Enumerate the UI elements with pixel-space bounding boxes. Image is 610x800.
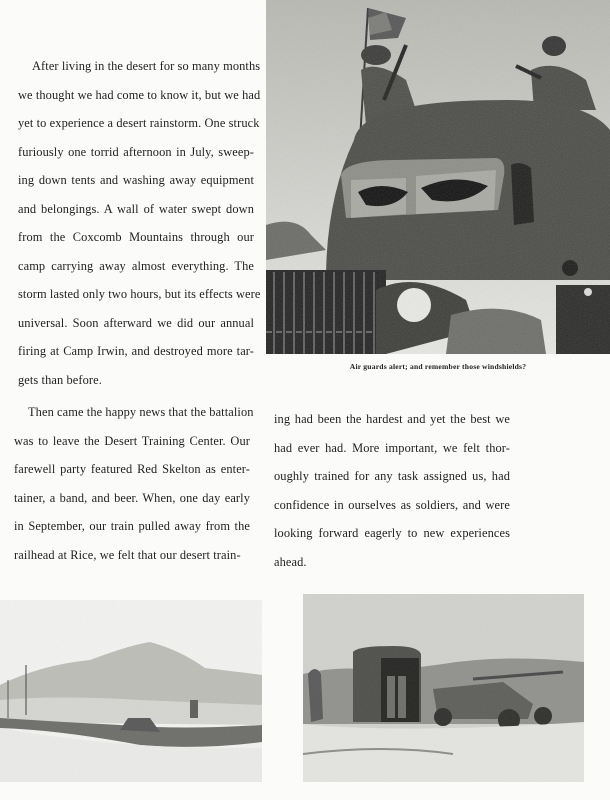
text-line: ing had been the hardest and yet the best we [274,412,510,426]
text-line: universal. Soon afterward we did our annual [18,315,254,330]
paragraph-leaving-desert [14,398,254,569]
text-line: gets than before. [18,372,102,387]
text-line: firing at Camp Irwin, and destroyed more tar- [18,344,254,358]
photo-convoy-road [0,600,262,782]
text-line: and belongings. A wall of water swept down [18,201,254,216]
text-line: furiously one torrid afternoon in July, sweep- [18,144,254,159]
text-line: in September, our train pulled away from the [14,519,250,533]
text-line: yet to experience a desert rainstorm. One struck [18,116,260,130]
text-line: tainer, a band, and beer. When, one day early [14,490,250,505]
text-line: ing down tents and washing away equipment [18,173,254,187]
text-line: confidence in ourselves as soldiers, and were [274,497,510,512]
text-line: ahead. [274,554,307,569]
paragraph-desert-rainstorm [18,52,261,394]
text-line: storm lasted only two hours, but its effects were [18,287,261,301]
photo-gun-and-truck [303,594,584,782]
text-line: from the Coxcomb Mountains through our [18,230,254,244]
text-line: had ever had. More important, we felt thor- [274,440,510,455]
text-line: railhead at Rice, we felt that our desert train- [14,547,241,562]
photo-caption: Air guards alert; and remember those windshields? [349,362,527,371]
text-line: looking forward eagerly to new experiences [274,526,510,540]
text-line: After living in the desert for so many months [32,59,261,73]
text-line: oughly trained for any task assigned us, had [274,469,510,483]
text-line: camp carrying away almost everything. The [18,258,254,273]
text-line: Then came the happy news that the battalion [28,405,254,419]
text-line: farewell party featured Red Skelton as enter- [14,462,250,476]
text-line: we thought we had come to know it, but we had [18,87,261,102]
photo-air-guards-truck [266,0,610,354]
paragraph-conclusion [274,405,510,576]
text-line: was to leave the Desert Training Center. Our [14,433,250,448]
